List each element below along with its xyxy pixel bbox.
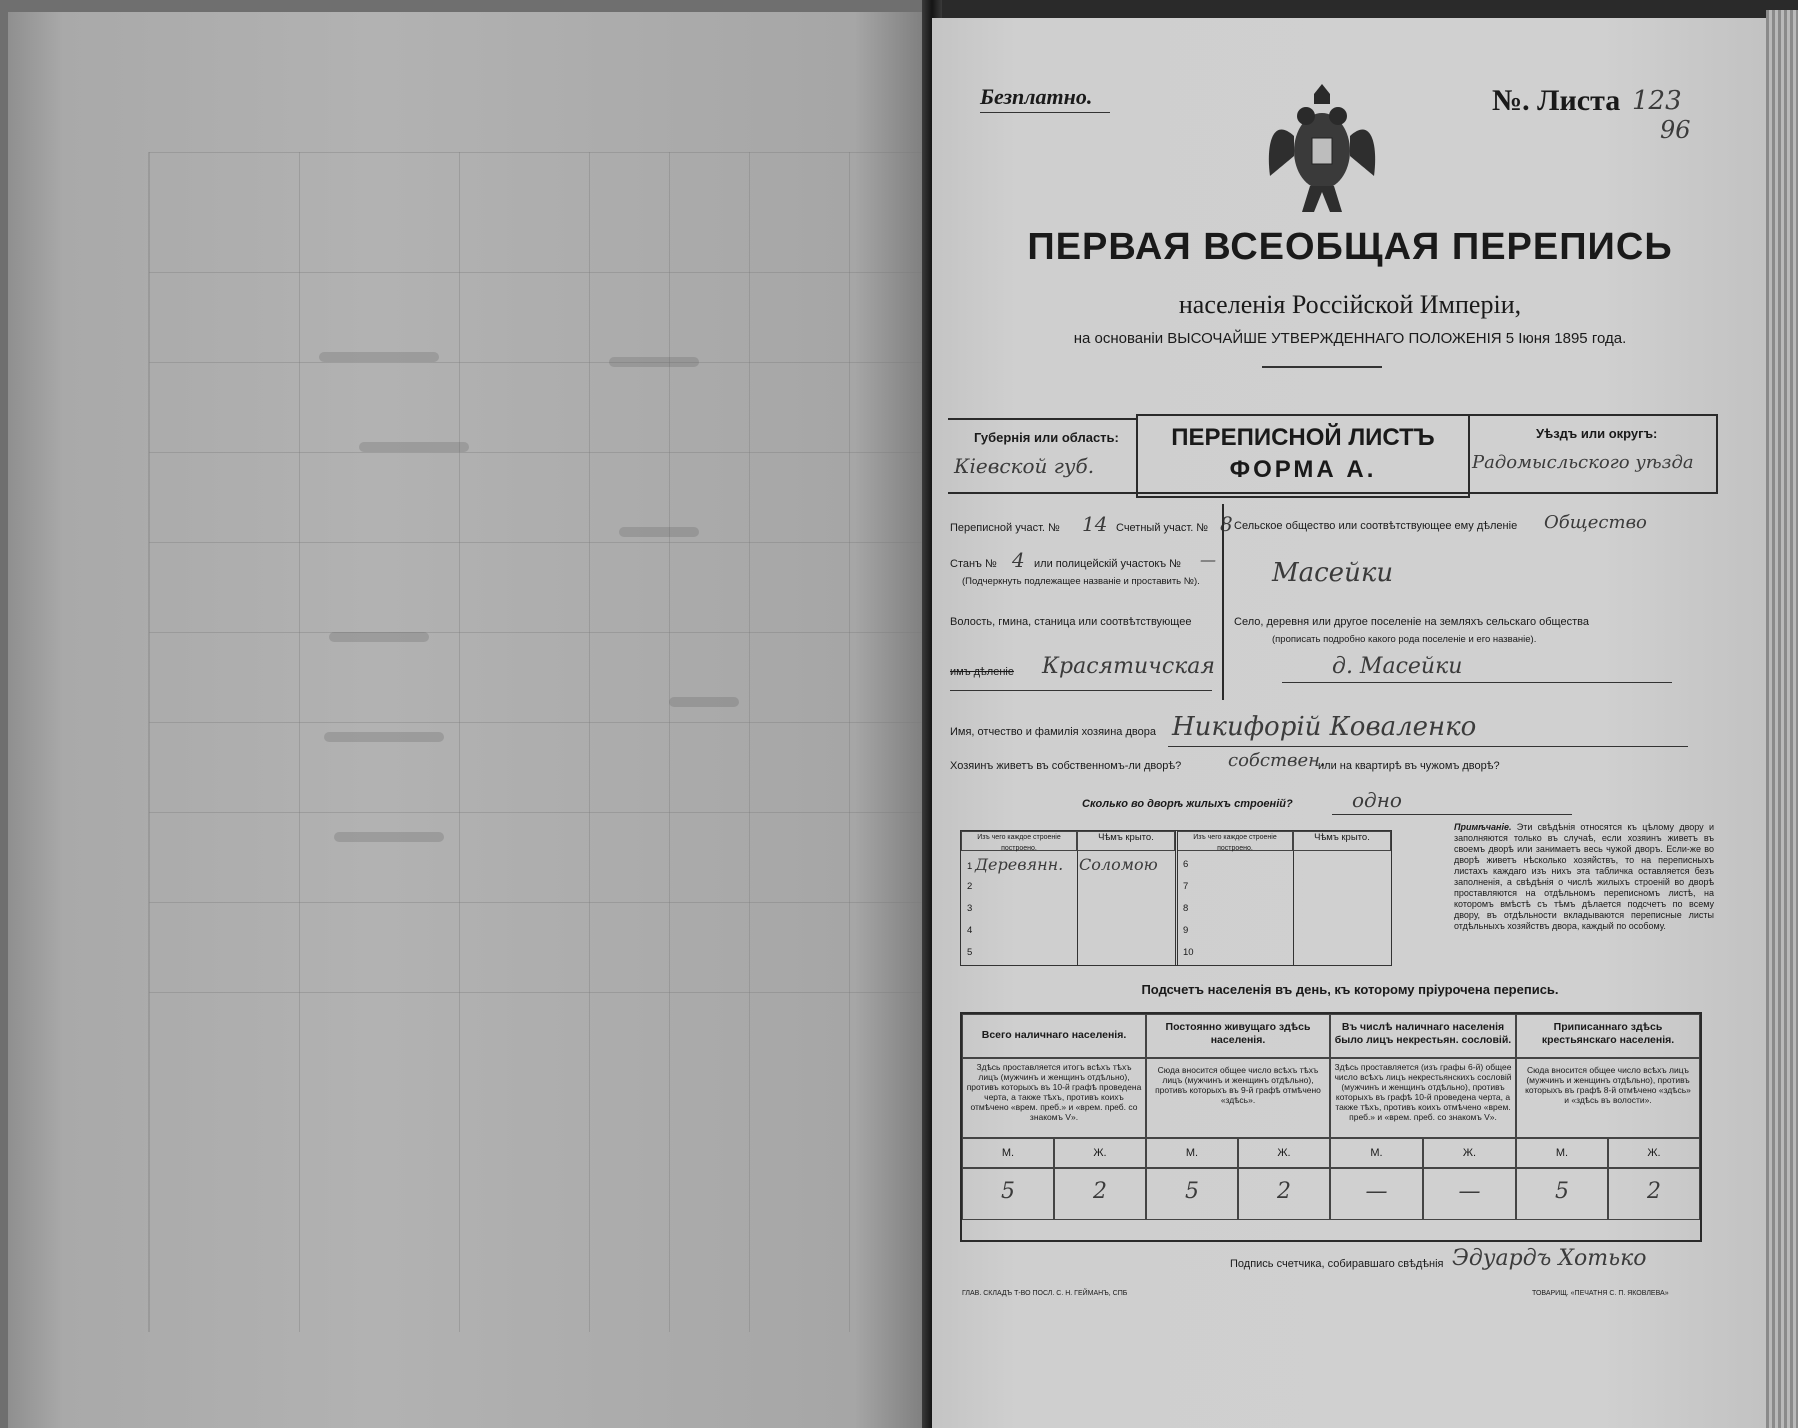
- society-label: Сельское общество или соотвѣтствующее ему дѣленіе: [1234, 520, 1518, 532]
- permanent-male-value: 5: [1146, 1168, 1238, 1220]
- ornament-divider: [1262, 366, 1382, 368]
- row1-material: Деревянн.: [975, 855, 1064, 874]
- village-note: (прописать подробно какого рода поселеніе и его названіе).: [1272, 634, 1537, 645]
- stan-value: 4: [1012, 548, 1025, 572]
- police-label: или полицейскій участокъ №: [1034, 558, 1181, 570]
- double-headed-eagle-emblem: [1262, 76, 1382, 226]
- census-section-value: 14: [1082, 512, 1108, 536]
- count-heading: Подсчетъ населенія въ день, къ которому пріурочена перепись.: [1141, 982, 1559, 997]
- buildings-col-material-2: Изъ чего каждое строеніе построено.: [1177, 831, 1293, 851]
- basis-line: на основаніи ВЫСОЧАЙШЕ УТВЕРЖДЕННАГО ПОЛОЖЕНІЯ 5 Іюня 1895 года.: [1073, 330, 1627, 347]
- uezd-value: Радомысльского уѣзда: [1472, 452, 1694, 473]
- row-number: 1: [967, 861, 973, 872]
- note-block: [1454, 822, 1714, 932]
- note-text: Эти свѣдѣнія относятся къ цѣлому двору и заполняются только въ случаѣ, если хозяинъ живетъ въ своемъ дворѣ или занимаетъ весь чужой дворъ. Если-же во дворѣ живетъ нѣсколько хозяйствъ, то на переписныхъ листахъ каждаго изъ нихъ эта табличка оставляется безъ заполненія, а свѣдѣнія о числѣ жилыхъ строеній во дворѣ проставляются на отдѣльномъ переписномъ листѣ, на которомъ вмѣстѣ съ тѣмъ дѣлается подсчетъ по всему двору, въ отдѣльности вкладываются переписные листы отдѣльныхъ хозяйствъ двора, каждый по особому.: [1454, 822, 1714, 931]
- female-label: Ж.: [1054, 1138, 1146, 1168]
- count-col-desc: Здѣсь проставляется итогъ всѣхъ тѣхъ лицъ (мужчинъ и женщинъ отдѣльно), противъ которыхъ въ 10-й графѣ проведена черта, а также тѣхъ, противъ коихъ отмѣчено «врем. преб.» и «врем. преб. со знакомъ V».: [962, 1058, 1146, 1138]
- police-value: —: [1200, 550, 1216, 569]
- female-label: Ж.: [1423, 1138, 1516, 1168]
- male-label: М.: [1516, 1138, 1608, 1168]
- total-male-value: 5: [962, 1168, 1054, 1220]
- sheet-number-label: №. Листа: [1492, 84, 1621, 117]
- buildings-table: [960, 830, 1392, 966]
- permanent-female-value: 2: [1238, 1168, 1330, 1220]
- subtitle: населенія Россійской Имперіи,: [1178, 290, 1522, 319]
- row-number: 7: [1183, 881, 1189, 892]
- row-number: 4: [967, 925, 973, 936]
- society-value: Общество: [1544, 512, 1647, 533]
- male-label: М.: [1330, 1138, 1423, 1168]
- row1-roof: Соломою: [1079, 855, 1158, 874]
- row-number: 6: [1183, 859, 1189, 870]
- underline-note: (Подчеркнуть подлежащее названіе и проставить №).: [962, 576, 1200, 587]
- volost-label: Волость, гмина, станица или соотвѣтствующее: [950, 616, 1192, 628]
- footer-left: ГЛАВ. СКЛАДЪ Т-ВО ПОСЛ. С. Н. ГЕЙМАНЪ, СПБ: [962, 1290, 1128, 1297]
- owner-lives-value: собствен.: [1228, 750, 1326, 771]
- society-value-2: Масейки: [1272, 558, 1394, 588]
- free-label: Безплатно.: [980, 84, 1093, 109]
- form-title: ПЕРЕПИСНОЙ ЛИСТЪ: [1171, 424, 1435, 451]
- footer-right: ТОВАРИЩ. «ПЕЧАТНЯ С. П. ЯКОВЛЕВА»: [1532, 1290, 1669, 1297]
- owner-name-label: Имя, отчество и фамилія хозяина двора: [950, 726, 1156, 738]
- volost-label-2: имъ дѣленіе: [950, 666, 1014, 678]
- female-label: Ж.: [1238, 1138, 1330, 1168]
- row-number: 3: [967, 903, 973, 914]
- count-col-desc: Сюда вносится общее число всѣхъ тѣхъ лицъ (мужчинъ и женщинъ отдѣльно), противъ которыхъ въ 9-й графѣ отмѣчено «здѣсь».: [1146, 1058, 1330, 1138]
- row-number: 2: [967, 881, 973, 892]
- uezd-box: [1466, 414, 1718, 494]
- village-label: Село, деревня или другое поселеніе на земляхъ сельскаго общества: [1234, 616, 1589, 628]
- registered-female-value: 2: [1608, 1168, 1700, 1220]
- count-col-title: Въ числѣ наличнаго населенія было лицъ некрестьян. сословій.: [1330, 1014, 1516, 1058]
- bleed-through-table: [148, 152, 939, 1332]
- row-number: 8: [1183, 903, 1189, 914]
- buildings-col-material: Изъ чего каждое строеніе построено.: [961, 831, 1077, 851]
- buildings-value: одно: [1352, 788, 1402, 812]
- registered-male-value: 5: [1516, 1168, 1608, 1220]
- count-col-title: Постоянно живущаго здѣсь населенія.: [1146, 1014, 1330, 1058]
- sheet-number-extra: 96: [1660, 116, 1691, 144]
- counting-section-label: Счетный участ. №: [1116, 522, 1209, 534]
- non-peasant-male-value: —: [1330, 1168, 1423, 1220]
- census-section-label: Переписной участ. №: [950, 522, 1060, 534]
- form-title-box: [1136, 414, 1470, 498]
- owner-lives-label: Хозяинъ живетъ въ собственномъ-ли дворѣ?: [950, 760, 1182, 772]
- count-col-desc: Здѣсь проставляется (изъ графы 6-й) общее число всѣхъ лицъ некрестьянскихъ сословій (мужчинъ и женщинъ отдѣльно), противъ которыхъ въ графѣ 10-й проведена черта, а также тѣхъ, противъ коихъ отмѣчено «врем. преб.» и «врем. преб. со знакомъ V».: [1330, 1058, 1516, 1138]
- signature-label: Подпись счетчика, собиравшаго свѣдѣнія: [1230, 1258, 1444, 1270]
- buildings-label: Сколько во дворѣ жилыхъ строеній?: [1082, 798, 1293, 810]
- non-peasant-female-value: —: [1423, 1168, 1516, 1220]
- volost-value: Красятичская: [1042, 654, 1215, 679]
- row-number: 5: [967, 947, 973, 958]
- owner-lives-label-2: или на квартирѣ въ чужомъ дворѣ?: [1318, 760, 1500, 772]
- buildings-col-roof: Чѣмъ крыто.: [1077, 831, 1175, 851]
- page-stack-right-edge: [1766, 10, 1798, 1428]
- male-label: М.: [1146, 1138, 1238, 1168]
- row-number: 10: [1183, 947, 1194, 958]
- village-value: д. Масейки: [1332, 654, 1463, 679]
- counting-section-value: 8: [1220, 512, 1233, 536]
- guberniya-value: Кіевской губ.: [954, 454, 1095, 478]
- total-female-value: 2: [1054, 1168, 1146, 1220]
- signature-value: Эдуардъ Хотько: [1452, 1246, 1647, 1271]
- uezd-label: Уѣздъ или округъ:: [1536, 426, 1658, 441]
- main-title: ПЕРВАЯ ВСЕОБЩАЯ ПЕРЕПИСЬ: [1027, 226, 1673, 268]
- census-form-page: [932, 18, 1768, 1428]
- count-col-desc: Сюда вносится общее число всѣхъ лицъ (мужчинъ и женщинъ отдѣльно), противъ которыхъ въ графѣ 8-й отмѣчено «здѣсь» и «здѣсь въ волости».: [1516, 1058, 1700, 1138]
- count-col-title: Приписаннаго здѣсь крестьянскаго населенія.: [1516, 1014, 1700, 1058]
- form-letter: ФОРМА А.: [1229, 456, 1377, 483]
- row-number: 9: [1183, 925, 1189, 936]
- stan-label: Станъ №: [950, 558, 997, 570]
- count-col-title: Всего наличнаго населенія.: [962, 1014, 1146, 1058]
- guberniya-box: [948, 418, 1138, 494]
- population-count-table: [960, 1012, 1702, 1242]
- sheet-number-value: 123: [1632, 86, 1682, 116]
- male-label: М.: [962, 1138, 1054, 1168]
- female-label: Ж.: [1608, 1138, 1700, 1168]
- buildings-col-roof-2: Чѣмъ крыто.: [1293, 831, 1391, 851]
- note-title: Примѣчаніе.: [1454, 822, 1512, 832]
- owner-name-value: Никифорій Коваленко: [1172, 712, 1477, 742]
- guberniya-label: Губернія или область:: [974, 430, 1119, 445]
- left-page-reverse: [8, 12, 928, 1428]
